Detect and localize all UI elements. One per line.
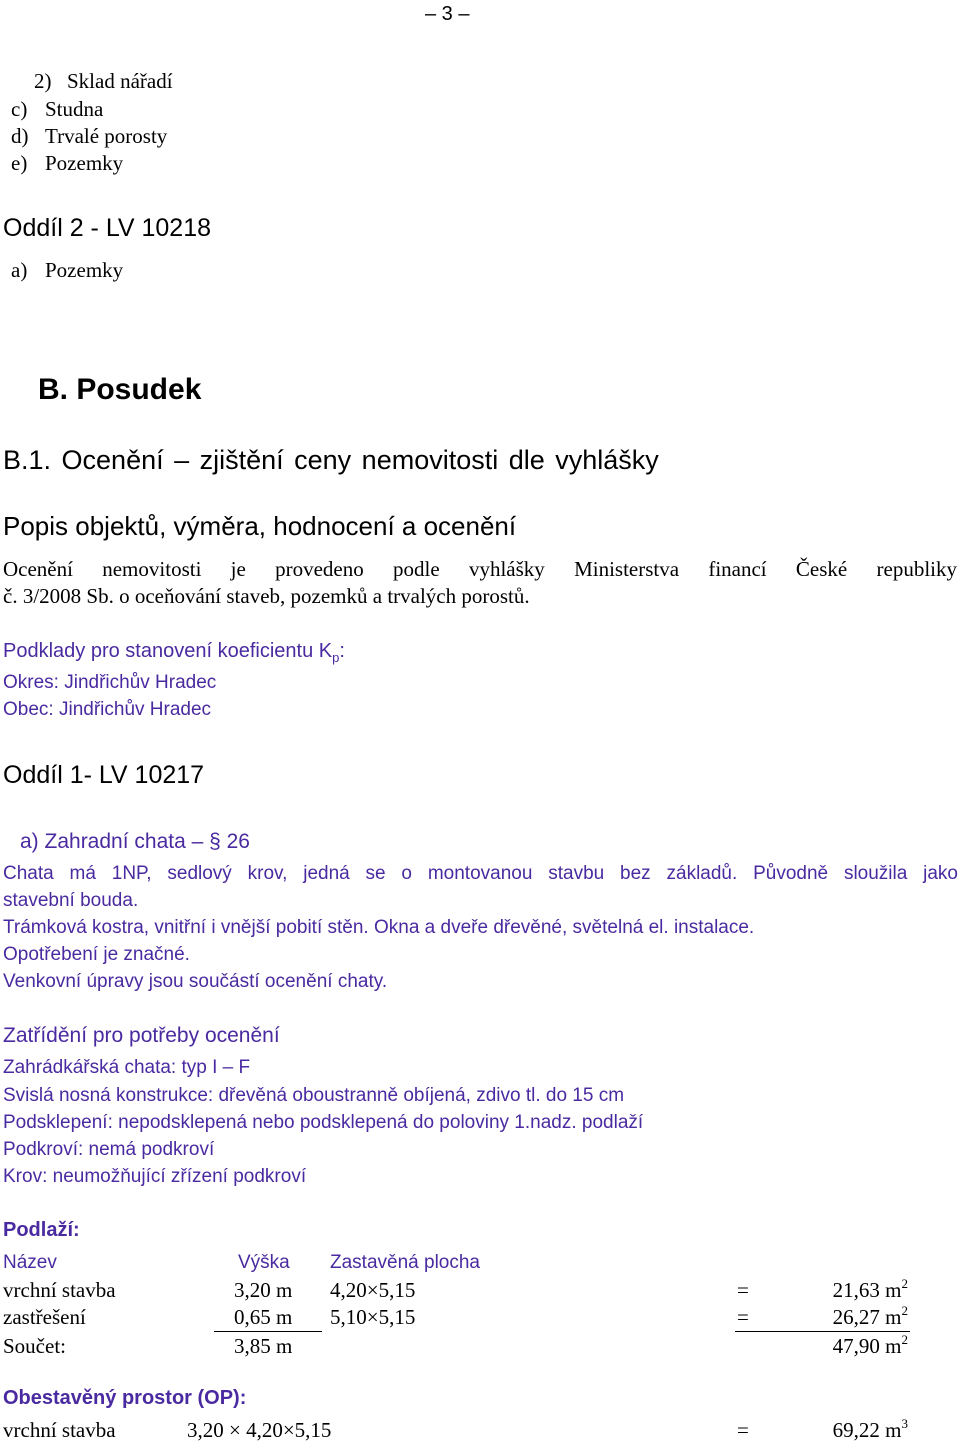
table-cell-eq: =	[737, 1278, 749, 1302]
attr-label: Svislá nosná konstrukce:	[3, 1085, 214, 1106]
op-row-name: vrchní stavba	[3, 1418, 116, 1442]
result-value: 26,27 m	[832, 1305, 902, 1329]
b1-heading: B.1. Ocenění – zjištění ceny nemovitosti dle vyhlášky	[3, 445, 659, 475]
list-item: Studna	[45, 97, 104, 121]
table-cell-name: zastřešení	[3, 1305, 86, 1329]
list-marker: c)	[11, 97, 28, 121]
op-row-eq: =	[737, 1418, 749, 1442]
list-item: Pozemky	[45, 258, 124, 282]
attr-value: neumožňující zřízení podkroví	[52, 1166, 307, 1187]
result-value: 69,22 m	[832, 1418, 902, 1442]
op-heading: Obestavěný prostor (OP):	[3, 1387, 247, 1409]
table-cell-result	[780, 1332, 908, 1358]
intro-line: č. 3/2008 Sb. o oceňování staveb, pozemků a trvalých porostů.	[3, 584, 530, 608]
attr-value: nepodsklepená nebo podsklepená do poloviny 1.nadz. podlaží	[118, 1112, 644, 1133]
table-cell-eq: =	[737, 1305, 749, 1329]
chata-heading: a) Zahradní chata – § 26	[20, 830, 250, 853]
table-cell-name: Součet:	[3, 1334, 66, 1358]
okres-line	[3, 673, 216, 692]
table-cell-height: 0,65 m	[234, 1305, 293, 1329]
attr-value: dřevěná oboustranně obíjená, zdivo tl. do 15 cm	[218, 1085, 625, 1106]
obec-value: Jindřichův Hradec	[58, 699, 212, 720]
table-cell-area: 4,20×5,15	[330, 1278, 416, 1302]
section2-heading: Oddíl 2 - LV 10218	[3, 214, 212, 242]
table-cell-result	[780, 1276, 908, 1302]
page-number: – 3 –	[425, 3, 470, 25]
result-value: 47,90 m	[832, 1334, 902, 1358]
attr-row	[3, 1140, 214, 1159]
sum-rule	[214, 1331, 322, 1332]
table-header-name: Název	[3, 1252, 57, 1273]
attr-row	[3, 1113, 643, 1132]
attr-row	[3, 1167, 306, 1186]
unit-exponent: 2	[901, 1276, 908, 1291]
attr-value: nemá podkroví	[88, 1139, 215, 1160]
desc-line: Opotřebení je značné.	[3, 944, 190, 965]
list-marker: a)	[11, 258, 28, 282]
sum-rule	[735, 1331, 910, 1332]
intro-line: Ocenění nemovitosti je provedeno podle vyhlášky Ministerstva financí České republiky	[3, 557, 957, 581]
podklady-heading	[3, 641, 345, 664]
list-item: Trvalé porosty	[45, 124, 168, 148]
section1-heading: Oddíl 1- LV 10217	[3, 761, 205, 789]
table-cell-result	[780, 1303, 908, 1329]
table-header-area: Zastavěná plocha	[330, 1252, 480, 1273]
podlazi-heading: Podlaží:	[3, 1219, 80, 1241]
list-item: Sklad nářadí	[67, 69, 173, 93]
unit-exponent: 2	[901, 1332, 908, 1347]
desc-line: Chata má 1NP, sedlový krov, jedná se o montovanou stavbu bez základů. Původně sloužila jako	[3, 863, 958, 884]
result-value: 21,63 m	[832, 1278, 902, 1302]
list-marker: d)	[11, 124, 29, 148]
table-cell-area: 5,10×5,15	[330, 1305, 416, 1329]
list-marker: e)	[11, 151, 28, 175]
podklady-colon: :	[339, 640, 345, 662]
attr-label: Podkroví:	[3, 1139, 84, 1160]
attr-label: Podsklepení:	[3, 1112, 113, 1133]
okres-label: Okres:	[3, 672, 59, 693]
obec-line	[3, 700, 211, 719]
obec-label: Obec:	[3, 699, 54, 720]
list-item: Pozemky	[45, 151, 124, 175]
attr-value: typ I – F	[181, 1057, 251, 1078]
zatrideni-heading: Zatřídění pro potřeby ocenění	[3, 1024, 280, 1047]
kp-subscript: p	[332, 650, 340, 665]
popis-heading: Popis objektů, výměra, hodnocení a ocenění	[3, 511, 517, 541]
okres-value: Jindřichův Hradec	[64, 672, 217, 693]
table-cell-name: vrchní stavba	[3, 1278, 116, 1302]
list-marker: 2)	[34, 69, 52, 93]
podklady-label: Podklady pro stanovení koeficientu K	[3, 640, 333, 662]
attr-row	[3, 1058, 250, 1077]
attr-label: Zahrádkářská chata:	[3, 1057, 177, 1078]
desc-line: stavební bouda.	[3, 890, 139, 911]
table-header-height: Výška	[238, 1252, 290, 1273]
op-row-formula: 3,20 × 4,20×5,15	[187, 1418, 332, 1442]
table-cell-height: 3,85 m	[234, 1334, 293, 1358]
desc-line: Trámková kostra, vnitřní i vnější pobití stěn. Okna a dveře dřevěné, světelná el. instalace.	[3, 917, 755, 938]
posudek-heading: B. Posudek	[38, 373, 202, 406]
attr-label: Krov:	[3, 1166, 48, 1187]
op-row-result	[780, 1416, 908, 1442]
attr-row	[3, 1086, 624, 1105]
unit-exponent: 2	[901, 1303, 908, 1318]
desc-line: Venkovní úpravy jsou součástí ocenění chaty.	[3, 971, 388, 992]
unit-exponent: 3	[901, 1416, 908, 1431]
table-cell-height: 3,20 m	[234, 1278, 293, 1302]
